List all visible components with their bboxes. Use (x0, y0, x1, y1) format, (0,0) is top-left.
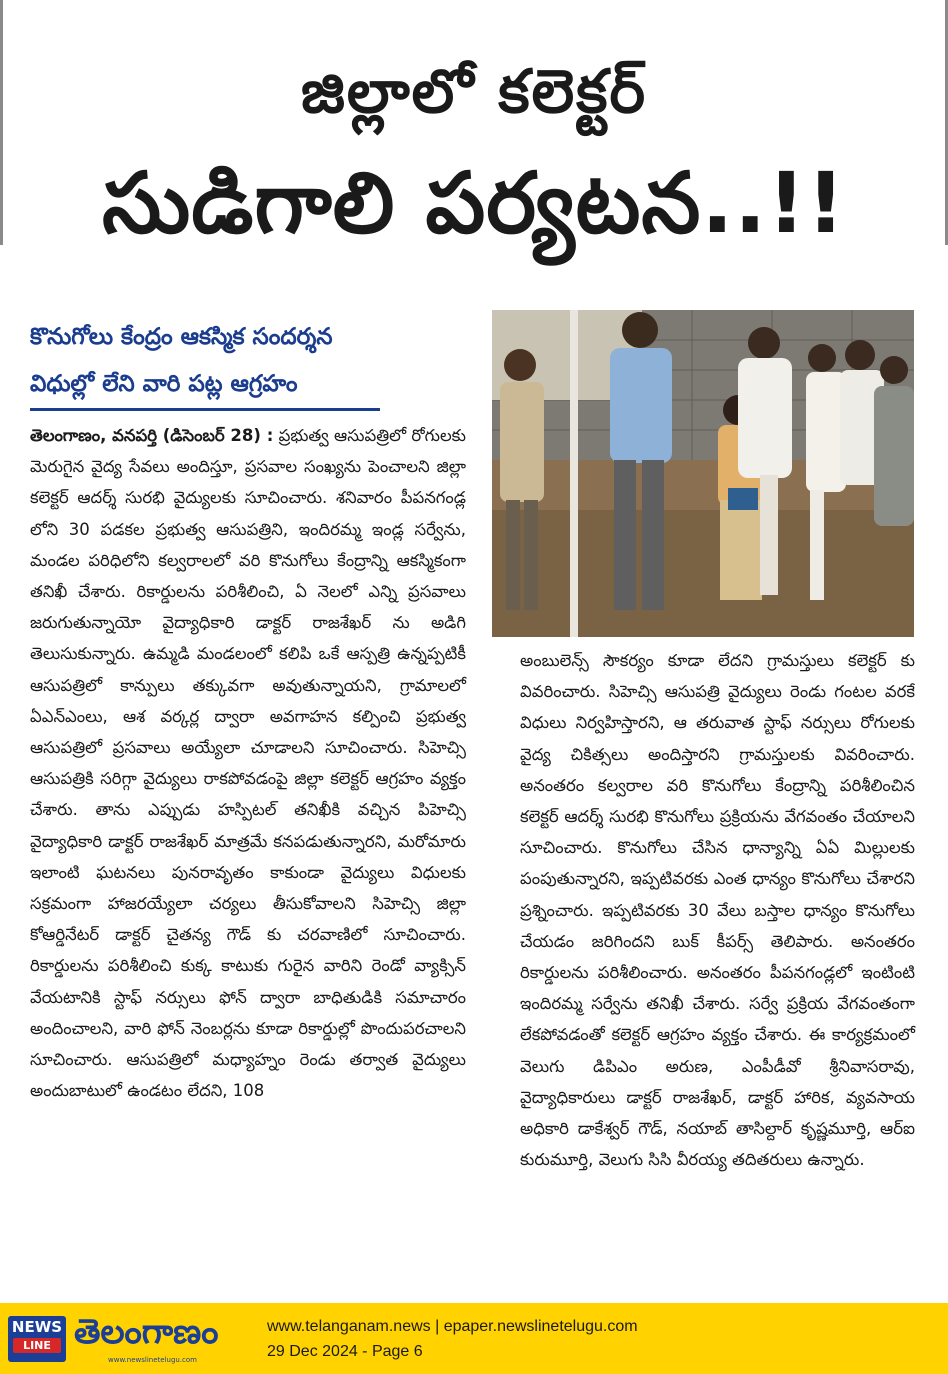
telanganam-logo: తెలంగాణం (74, 1312, 219, 1352)
footer-bar (0, 1303, 948, 1374)
article-column-right (520, 645, 915, 1175)
article-text-left: ప్రభుత్వ ఆసుపత్రిలో రోగులకు మెరుగైన వైద్య సేవలు అందిస్తూ, ప్రసవాల సంఖ్యను పెంచాలని జిల్లా కలెక్టర్ ఆదర్శ్ సురభి వైద్యులకు సూచించారు. శనివారం పీపనగండ్ల లోని 30 పడకల ప్రభుత్వ ఆసుపత్రిని, ఇందిరమ్మ ఇండ్ల సర్వేను, మండల పరిధిలోని కల్వరాలలో వరి కొనుగోలు కేంద్రాన్ని ఆకస్మికంగా తనిఖీ చేశారు. రికార్డులను పరిశీలించి, ఏ నెలలో ఎన్ని ప్రసవాలు జరుగుతున్నాయో వైద్యాధికారి డాక్టర్ రాజశేఖర్ ను అడిగి తెలుసుకున్నారు. ఉమ్మడి మండలంలో కలిపి ఒకే ఆస్పత్రి ఉన్నప్పటికీ ఆసుపత్రిలో కాన్పులు తక్కువగా అవుతున్నాయని, గ్రామాలలో ఏఎన్ఎంలు, ఆశ వర్కర్ల ద్వారా అవగాహన కల్పించి ప్రభుత్వ ఆసుపత్రిలో ప్రసవాలు అయ్యేలా చూడాలని సూచించారు. సిహెచ్సి ఆసుపత్రికి సరిగ్గా వైద్యులు రాకపోవడంపై జిల్లా కలెక్టర్ ఆగ్రహం వ్యక్తం చేశారు. తాను ఎప్పుడు హస్పిటల్ తనిఖీకి వచ్చిన పిహెచ్సి వైద్యాధికారి డాక్టర్ రాజశేఖర్ మాత్రమే కనపడుతున్నారని, మరోమారు ఇలాంటి ఘటనలు పునరావృతం కాకుండా వైద్యులు విధులకు సక్రమంగా హాజరయ్యేలా చర్యలు తీసుకోవాలని సిహెచ్సి జిల్లా కోఆర్డినేటర్ డాక్టర్ చైతన్య గౌడ్ కు చరవాణిలో సూచించారు. రికార్డులను పరిశీలించి కుక్క కాటుకు గురైన వారిని రెండో వ్యాక్సిన్ వేయటానికి స్టాఫ్ నర్సులు ఫోన్ ద్వారా బాధితుడికి సమాచారం అందించాలని, వారి ఫోన్ నెంబర్లను కూడా రికార్డుల్లో పొందుపరచాలని సూచించారు. ఆసుపత్రిలో మధ్యాహ్నం రెండు తర్వాత వైద్యులు అందుబాటులో ఉండటం లేదని, 108 (30, 426, 466, 1101)
newsline-logo (8, 1316, 66, 1362)
footer-links: www.telanganam.news | epaper.newslinetelugu.com (267, 1318, 638, 1335)
logo-news-text: NEWS (11, 1318, 63, 1336)
news-photo (492, 310, 914, 637)
headline-line-1: జిల్లాలో కలెక్టర్ (300, 57, 648, 127)
subheading-underline (30, 408, 380, 411)
subheading-1: కొనుగోలు కేంద్రం ఆకస్మిక సందర్శన (30, 324, 333, 350)
article-dateline: తెలంగాణం, వనపర్తి (డిసెంబర్ 28) : (30, 426, 274, 445)
article-column-left (30, 420, 466, 1106)
headline-line-2: సుడిగాలి పర్యటన..!! (102, 154, 846, 252)
footer-date-page: 29 Dec 2024 - Page 6 (267, 1343, 423, 1360)
logo-line-text: LINE (13, 1338, 61, 1353)
subheading-2: విధుల్లో లేని వారి పట్ల ఆగ్రహం (30, 371, 298, 397)
logo-url: www.newslinetelugu.com (108, 1356, 197, 1364)
article-text-right: అంబులెన్స్ సౌకర్యం కూడా లేదని గ్రామస్తులు కలెక్టర్ కు వివరించారు. సిహెచ్సి ఆసుపత్రి వైద్యులు రెండు గంటల వరకే విధులు నిర్వహిస్తారని, ఆ తరువాత స్టాఫ్ నర్సులు రోగులకు వైద్య చికిత్సలు అందిస్తారని గ్రామస్తులకు వివరించారు. అనంతరం కల్వరాల వరి కొనుగోలు కేంద్రాన్ని పరిశీలించిన కలెక్టర్ ఆదర్శ్ సురభి కొనుగోలు ప్రక్రియను వేగవంతం చేయాలని సూచించారు. కొనుగోలు చేసిన ధాన్యాన్ని ఏఏ మిల్లులకు పంపుతున్నారని, ఇప్పటివరకు ఎంత ధాన్యం కొనుగోలు చేశారని ప్రశ్నించారు. ఇప్పటివరకు 30 వేలు బస్తాల ధాన్యం కొనుగోలు చేయడం జరిగిందని బుక్ కీపర్స్ తెలిపారు. అనంతరం రికార్డులను పరిశీలించారు. అనంతరం పీపనగండ్లలో ఇంటింటి ఇందిరమ్మ సర్వేను తనిఖీ చేశారు. సర్వే ప్రక్రియ వేగవంతంగా లేకపోవడంతో కలెక్టర్ ఆగ్రహం వ్యక్తం చేశారు. ఈ కార్యక్రమంలో వెలుగు డిపిఎం అరుణ, ఎంపీడీవో శ్రీనివాసరావు, వైద్యాధికారులు డాక్టర్ రాజశేఖర్, డాక్టర్ హారిక, వ్యవసాయ అధికారి డాకేశ్వర్ గౌడ్, నయాబ్ తాసిల్దార్ కృష్ణమూర్తి, ఆర్ఐ కురుమూర్తి, వెలుగు సిసి వీరయ్య తదితరులు ఉన్నారు. (520, 651, 915, 1170)
